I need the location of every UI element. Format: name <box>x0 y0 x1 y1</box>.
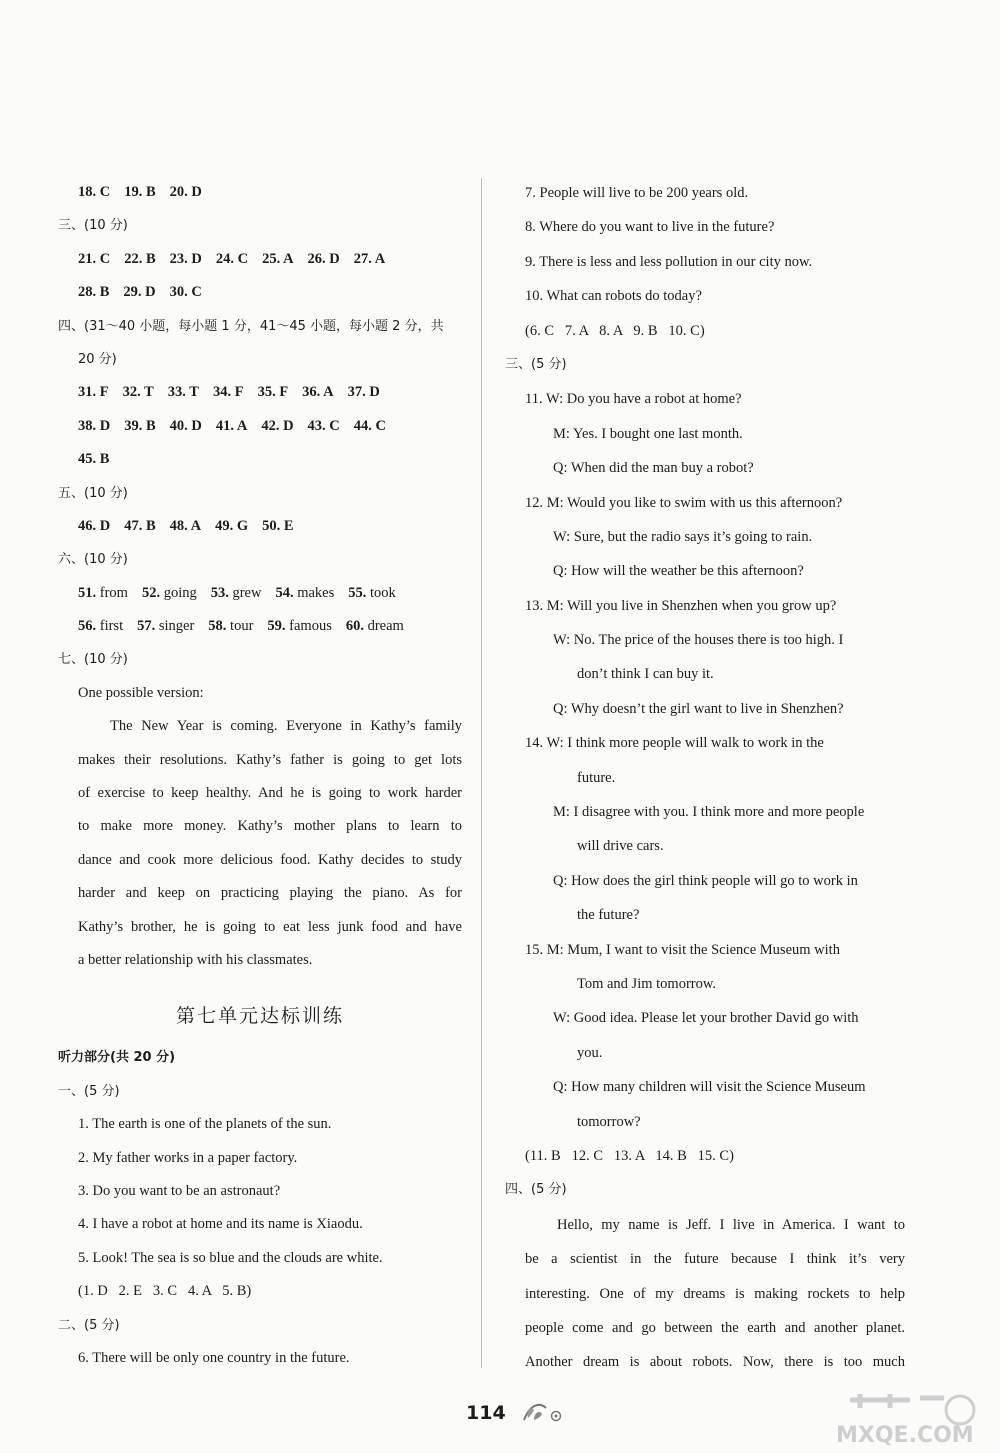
listening-title: 听力部分(共 20 分) <box>58 1050 176 1066</box>
answers-18-20: 18. C 19. B 20. D <box>78 184 202 200</box>
listening-item-5: 5. Look! The sea is so blue and the clouds are white. <box>78 1249 383 1266</box>
svg-text:MXQE.COM: MXQE.COM <box>836 1423 974 1448</box>
listening-section-2-heading: 二、(5 分) <box>58 1317 120 1333</box>
right-column <box>505 176 905 1380</box>
dialog-line: Q: Why doesn’t the girl want to live in Shenzhen? <box>553 700 844 717</box>
watermark-logo <box>830 1392 990 1453</box>
passage-line: be a scientist in the future because I think it’s very <box>525 1251 905 1268</box>
section-7-heading: 七、(10 分) <box>58 652 128 668</box>
answers-46-50: 46. D 47. B 48. A 49. G 50. E <box>78 517 294 534</box>
listening-answers-1-5: (1. D 2. E 3. C 4. A 5. B) <box>78 1283 252 1300</box>
essay <box>58 710 462 977</box>
listening-section-4-heading: 四、(5 分) <box>505 1182 567 1198</box>
passage <box>505 1208 905 1380</box>
answers-28-30: 28. B 29. D 30. C <box>78 284 202 301</box>
essay-intro: One possible version: <box>78 684 204 701</box>
listening-item-1: 1. The earth is one of the planets of the sun. <box>78 1116 332 1133</box>
dialog-line: the future? <box>577 907 640 924</box>
listening-section-1-heading: 一、(5 分) <box>58 1083 120 1099</box>
dialog-line: 11. W: Do you have a robot at home? <box>525 391 742 408</box>
passage-line: interesting. One of my dreams is making rockets to help <box>525 1285 905 1302</box>
answers-21-27: 21. C 22. B 23. D 24. C 25. A 26. D 27. A <box>78 250 386 267</box>
page-number: 114 <box>466 1402 506 1424</box>
dialog-line: you. <box>577 1044 603 1061</box>
listening-answers-6-10: (6. C 7. A 8. A 9. B 10. C) <box>525 322 705 339</box>
dialog-line: M: I disagree with you. I think more and more people <box>553 804 865 821</box>
listening-item-2: 2. My father works in a paper factory. <box>78 1149 298 1166</box>
listening-section-3-heading: 三、(5 分) <box>505 356 567 372</box>
passage-line: people come and go between the earth and another planet. <box>525 1319 905 1336</box>
leaf-ornament-icon <box>520 1398 566 1429</box>
answers-56-60: 56. first 57. singer 58. tour 59. famous 60. dream <box>78 618 404 635</box>
answers-51-55: 51. from 52. going 53. grew 54. makes 55. took <box>78 584 396 601</box>
dialog-line: W: Good idea. Please let your brother David go with <box>553 1010 859 1027</box>
listening-item-8: 8. Where do you want to live in the future? <box>525 219 775 236</box>
section-5-heading: 五、(10 分) <box>58 485 128 501</box>
essay-line: harder and keep on practicing playing the piano. As for <box>78 885 462 902</box>
dialog-line: 14. W: I think more people will walk to work in the <box>525 735 824 752</box>
dialog-line: W: No. The price of the houses there is too high. I <box>553 632 844 649</box>
column-divider <box>481 178 482 1368</box>
left-column <box>58 176 462 1375</box>
section-4-heading-cont: 20 分) <box>78 351 117 367</box>
dialog-line: will drive cars. <box>577 838 664 855</box>
essay-line: to make more money. Kathy’s mother plans to learn to <box>78 818 462 835</box>
dialog-line: don’t think I can buy it. <box>577 666 714 683</box>
listening-answers-11-15: (11. B 12. C 13. A 14. B 15. C) <box>525 1147 734 1164</box>
section-4-heading: 四、(31～40 小题，每小题 1 分，41～45 小题，每小题 2 分，共 <box>58 318 444 334</box>
dialog-line: W: Sure, but the radio says it’s going to rain. <box>553 528 813 545</box>
dialog-line: Q: When did the man buy a robot? <box>553 460 754 477</box>
listening-item-3: 3. Do you want to be an astronaut? <box>78 1182 281 1199</box>
essay-line: Kathy’s brother, he is going to eat less junk food and have <box>78 918 462 935</box>
listening-item-9: 9. There is less and less pollution in our city now. <box>525 253 813 270</box>
essay-line: makes their resolutions. Kathy’s father is going to get lots <box>78 751 462 768</box>
passage-line: Hello, my name is Jeff. I live in America. I want to <box>557 1216 905 1233</box>
unit-title: 第七单元达标训练 <box>175 1005 344 1028</box>
essay-line: dance and cook more delicious food. Kathy decides to study <box>78 851 462 868</box>
passage-line: Another dream is about robots. Now, there is too much <box>525 1354 905 1371</box>
dialog-line: future. <box>577 769 616 786</box>
listening-item-4: 4. I have a robot at home and its name is Xiaodu. <box>78 1216 363 1233</box>
dialog-line: Tom and Jim tomorrow. <box>577 975 717 992</box>
answers-31-37: 31. F 32. T 33. T 34. F 35. F 36. A 37. D <box>78 384 380 401</box>
dialog-line: 13. M: Will you live in Shenzhen when you grow up? <box>525 597 837 614</box>
essay-line: a better relationship with his classmates. <box>78 951 313 968</box>
dialog-line: M: Yes. I bought one last month. <box>553 425 743 442</box>
listening-item-6: 6. There will be only one country in the future. <box>78 1349 350 1366</box>
answers-38-44: 38. D 39. B 40. D 41. A 42. D 43. C 44. C <box>78 417 387 434</box>
dialog-line: Q: How will the weather be this afternoon? <box>553 563 804 580</box>
dialog-line: 12. M: Would you like to swim with us this afternoon? <box>525 494 843 511</box>
dialog-line: Q: How many children will visit the Science Museum <box>553 1079 866 1096</box>
dialog-line: tomorrow? <box>577 1113 641 1130</box>
dialog-line: 15. M: Mum, I want to visit the Science Museum with <box>525 941 840 958</box>
listening-item-7: 7. People will live to be 200 years old. <box>525 185 749 201</box>
essay-line: of exercise to keep healthy. And he is going to work harder <box>78 785 462 802</box>
essay-line: The New Year is coming. Everyone in Kathy’s family <box>110 718 462 735</box>
dialog-line: Q: How does the girl think people will go to work in <box>553 872 858 889</box>
section-3-heading: 三、(10 分) <box>58 218 128 234</box>
section-6-heading: 六、(10 分) <box>58 552 128 568</box>
answer-45: 45. B <box>78 451 110 468</box>
listening-item-10: 10. What can robots do today? <box>525 288 702 305</box>
